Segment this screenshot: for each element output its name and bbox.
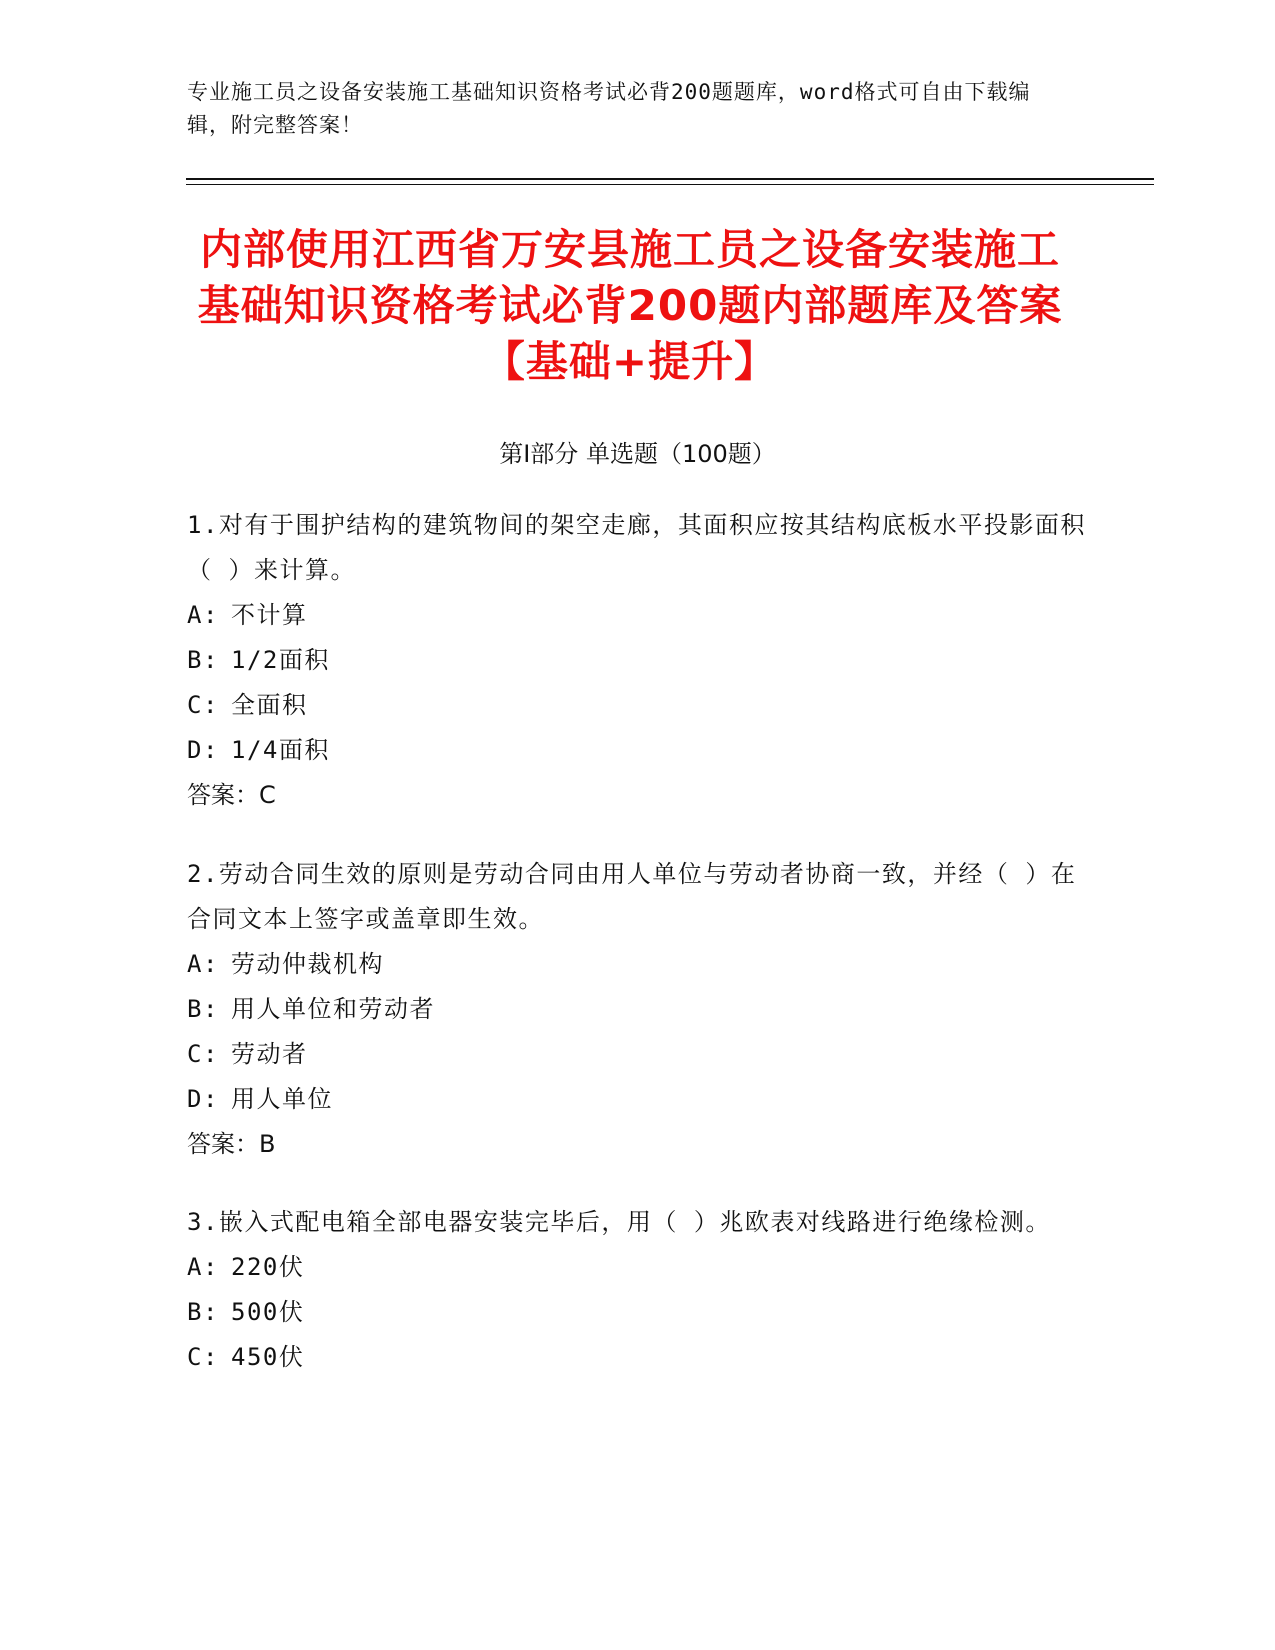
option-d: [187, 1077, 1087, 1122]
question-stem: 1.对有于围护结构的建筑物间的架空走廊，其面积应按其结构底板水平投影面积（ ）来计算。: [187, 511, 1086, 584]
option-text: 不计算: [231, 601, 308, 629]
option-text: 1/2面积: [231, 646, 330, 674]
option-c: [187, 683, 1087, 728]
option-key: A:: [187, 950, 219, 978]
option-key: B:: [187, 1298, 219, 1326]
option-a: [187, 593, 1087, 638]
option-text: 500伏: [231, 1298, 305, 1326]
question-stem: 3.嵌入式配电箱全部电器安装完毕后，用（ ）兆欧表对线路进行绝缘检测。: [187, 1208, 1051, 1236]
option-key: C:: [187, 691, 219, 719]
answer-line: 答案：B: [187, 1130, 276, 1158]
option-text: 450伏: [231, 1343, 305, 1371]
answer-line: 答案：C: [187, 781, 276, 809]
option-key: C:: [187, 1343, 219, 1371]
option-text: 220伏: [231, 1253, 305, 1281]
option-text: 全面积: [231, 691, 308, 719]
option-key: B:: [187, 646, 219, 674]
option-c: [187, 1032, 1087, 1077]
question-stem: 2.劳动合同生效的原则是劳动合同由用人单位与劳动者协商一致，并经（ ）在合同文本上签字或盖章即生效。: [187, 860, 1077, 933]
option-text: 劳动仲裁机构: [231, 950, 384, 978]
option-text: 用人单位: [231, 1085, 333, 1113]
question-3: [187, 1200, 1087, 1380]
question-1: [187, 503, 1087, 818]
option-d: [187, 728, 1087, 773]
question-2: [187, 852, 1087, 1167]
option-key: B:: [187, 995, 219, 1023]
option-text: 1/4面积: [231, 736, 330, 764]
option-key: A:: [187, 1253, 219, 1281]
option-b: [187, 1290, 1087, 1335]
header-rule-thin: [186, 184, 1154, 185]
option-text: 用人单位和劳动者: [231, 995, 435, 1023]
option-a: [187, 1245, 1087, 1290]
header-note: 专业施工员之设备安装施工基础知识资格考试必背200题题库，word格式可自由下载编辑，附完整答案！: [187, 80, 1031, 137]
option-text: 劳动者: [231, 1040, 308, 1068]
option-a: [187, 942, 1087, 987]
option-b: [187, 987, 1087, 1032]
option-key: C:: [187, 1040, 219, 1068]
option-key: D:: [187, 736, 219, 764]
option-b: [187, 638, 1087, 683]
header-rule-thick: [186, 178, 1154, 180]
option-key: D:: [187, 1085, 219, 1113]
document-title: 内部使用江西省万安县施工员之设备安装施工基础知识资格考试必背200题内部题库及答案【基础+提升】: [197, 225, 1063, 386]
option-key: A:: [187, 601, 219, 629]
option-c: [187, 1335, 1087, 1380]
section-heading: 第I部分 单选题（100题）: [499, 440, 776, 468]
